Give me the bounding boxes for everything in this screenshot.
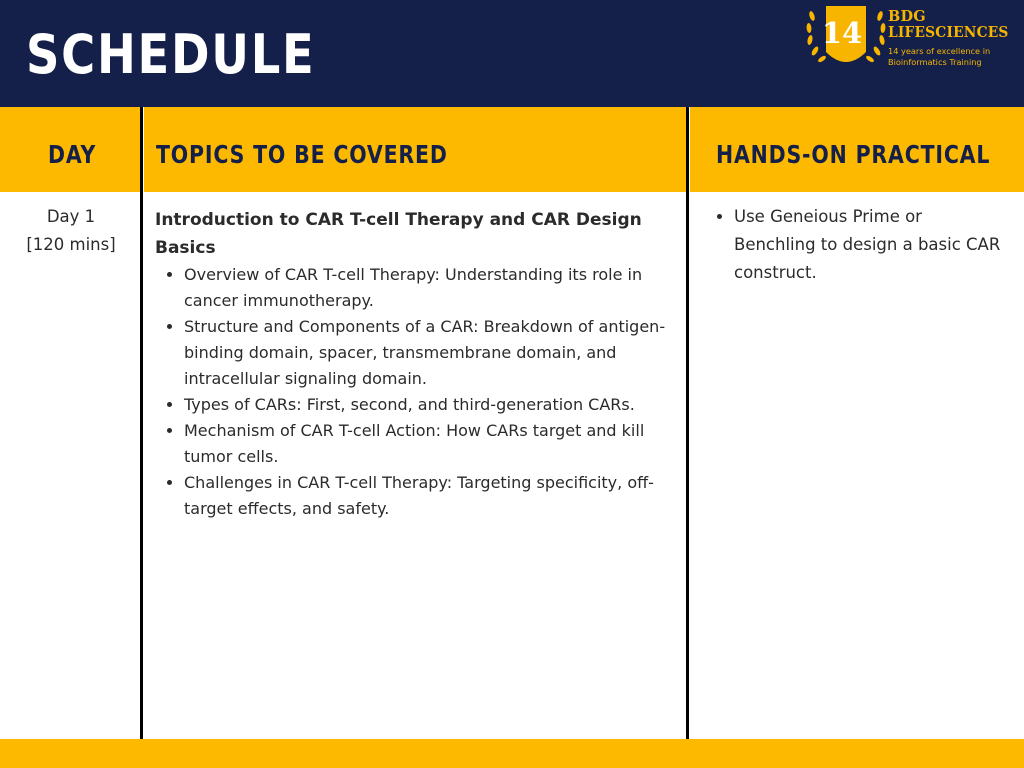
column-header-day: DAY [48, 140, 97, 169]
column-header-topics: TOPICS TO BE COVERED [156, 140, 448, 169]
logo-tagline-line2: Bioinformatics Training [888, 57, 982, 67]
logo-name-line2: LIFESCIENCES [888, 24, 1009, 41]
column-header-practical: HANDS-ON PRACTICAL [716, 140, 991, 169]
page-title: SCHEDULE [26, 23, 316, 86]
column-divider [140, 107, 143, 739]
practical-cell [705, 203, 1005, 287]
header-bar [0, 0, 1024, 107]
topic-item: • Mechanism of CAR T-cell Action: How CARs target and kill tumor cells. [184, 418, 677, 470]
day-label: Day 1 [46, 207, 96, 226]
logo-name-line1: BDG [888, 8, 926, 25]
day-cell [0, 203, 142, 259]
practical-item: • Use Geneious Prime or Benchling to design a basic CAR construct. [734, 203, 1005, 287]
topic-item: • Overview of CAR T-cell Therapy: Understanding its role in cancer immunotherapy. [184, 262, 677, 314]
brand-logo [796, 2, 1022, 72]
logo-badge-number: 14 [821, 16, 863, 50]
topic-item: • Structure and Components of a CAR: Breakdown of antigen-binding domain, spacer, transmembrane domain, and intracellular signaling domain. [184, 314, 677, 392]
topic-item: • Challenges in CAR T-cell Therapy: Targeting specificity, off-target effects, and safety. [184, 470, 677, 522]
topic-title: Introduction to CAR T-cell Therapy and CAR Design Basics [155, 210, 642, 258]
topics-cell [155, 206, 677, 522]
column-divider [686, 107, 689, 739]
topic-item: • Types of CARs: First, second, and third-generation CARs. [184, 392, 677, 418]
topic-list [155, 262, 677, 522]
day-duration: [120 mins] [26, 235, 116, 254]
logo-tagline-line1: 14 years of excellence in [888, 46, 991, 56]
practical-list [705, 203, 1005, 287]
footer-bar [0, 739, 1024, 768]
